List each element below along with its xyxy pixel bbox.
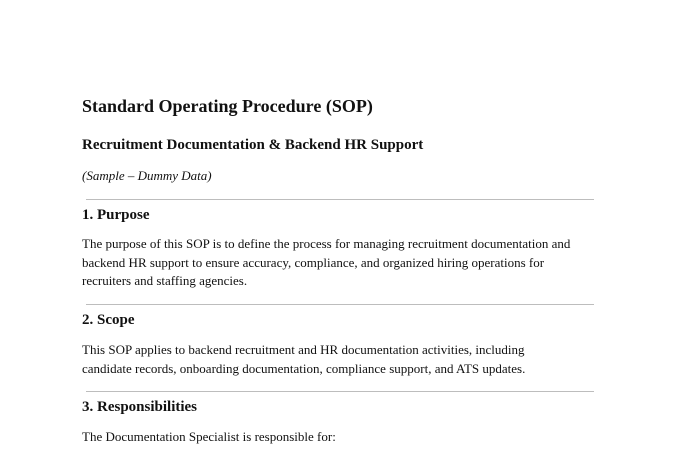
- divider: [86, 391, 594, 392]
- text-line: backend HR support to ensure accuracy, compliance, and organized hiring operations for: [82, 254, 545, 270]
- section-heading-scope: 2. Scope: [82, 312, 135, 328]
- divider: [86, 199, 594, 200]
- text-line: candidate records, onboarding documentation, compliance support, and ATS updates.: [82, 360, 526, 376]
- text-line: This SOP applies to backend recruitment and HR documentation activities, including: [82, 342, 525, 357]
- section-heading-purpose: 1. Purpose: [82, 207, 150, 223]
- document-title: Standard Operating Procedure (SOP): [82, 96, 373, 116]
- divider: [86, 304, 594, 305]
- document-subtitle: Recruitment Documentation & Backend HR Support: [82, 137, 424, 153]
- text-line: The purpose of this SOP is to define the process for managing recruitment documentation and: [82, 236, 571, 251]
- text-line: recruiters and staffing agencies.: [82, 273, 248, 288]
- sample-note: (Sample – Dummy Data): [82, 168, 212, 183]
- section-body-responsibilities: [82, 428, 602, 447]
- section-body-purpose: [82, 235, 602, 291]
- section-body-scope: [82, 341, 602, 378]
- section-heading-responsibilities: 3. Responsibilities: [82, 399, 198, 415]
- text-line: The Documentation Specialist is responsible for:: [82, 429, 336, 444]
